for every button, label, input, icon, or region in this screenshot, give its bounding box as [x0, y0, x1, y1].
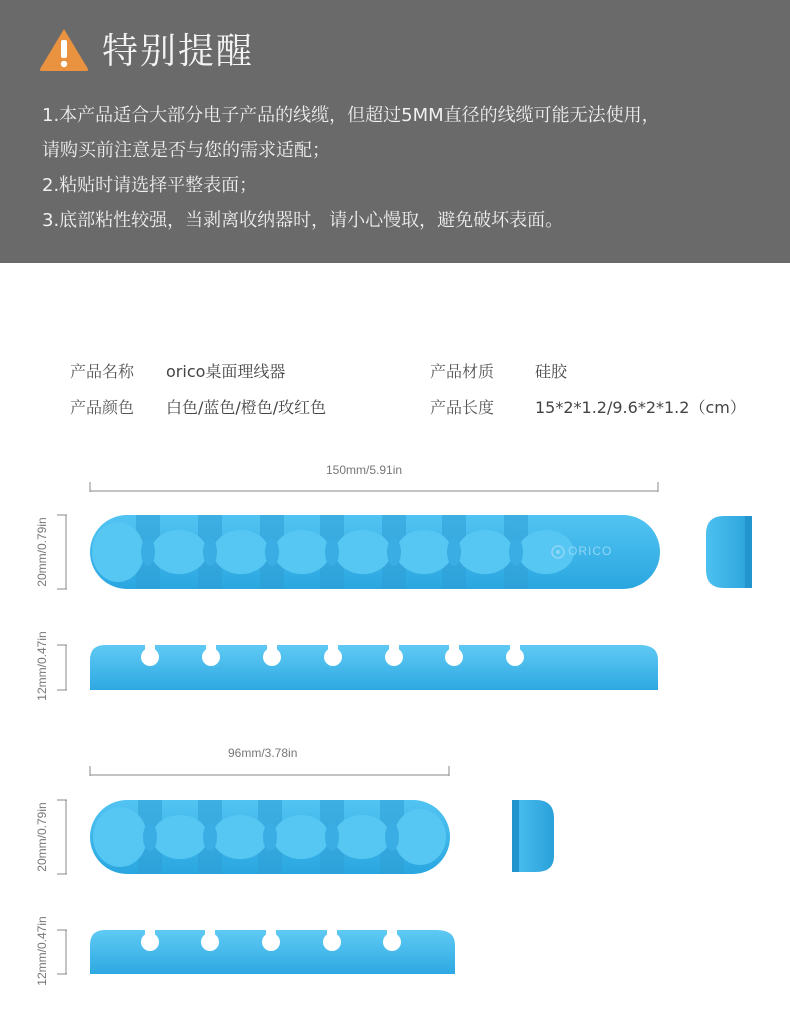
short-height-dimension — [57, 930, 67, 974]
short-length-label: 96mm/3.78in — [228, 746, 298, 760]
notice-line-2: 请购买前注意是否与您的需求适配； — [42, 140, 330, 161]
spec-color-label: 产品颜色 — [70, 398, 135, 417]
orico-logo-text: ORICO — [568, 544, 613, 558]
banner-title: 特别提醒 — [102, 31, 255, 72]
long-width-label: 20mm/0.79in — [35, 517, 49, 587]
spec-length-label: 产品长度 — [430, 398, 495, 417]
long-length-dimension — [90, 482, 658, 492]
short-width-dimension — [57, 800, 67, 874]
spec-material-label: 产品材质 — [430, 362, 495, 381]
spec-color-value: 白色/蓝色/橙色/玫红色 — [166, 398, 327, 417]
spec-length-value: 15*2*1.2/9.6*2*1.2（cm） — [535, 398, 746, 417]
short-organizer-end-view — [512, 800, 554, 872]
notice-line-3: 2.粘贴时请选择平整表面； — [42, 175, 258, 196]
long-height-dimension — [57, 645, 67, 690]
long-length-label: 150mm/5.91in — [326, 463, 403, 477]
spec-material-value: 硅胶 — [535, 362, 568, 381]
long-height-label: 12mm/0.47in — [35, 631, 49, 701]
spec-name-label: 产品名称 — [70, 362, 135, 381]
notice-line-1: 1.本产品适合大部分电子产品的线缆，但超过5MM直径的线缆可能无法使用， — [42, 105, 660, 126]
short-height-label: 12mm/0.47in — [35, 916, 49, 986]
short-length-dimension — [90, 766, 449, 776]
short-organizer-side-view — [90, 929, 455, 974]
long-organizer-end-view — [706, 516, 752, 588]
short-organizer-top-view — [90, 800, 450, 874]
short-width-label: 20mm/0.79in — [35, 802, 49, 872]
spec-name-value: orico桌面理线器 — [166, 362, 286, 381]
long-organizer-side-view — [90, 644, 658, 690]
notice-line-4: 3.底部粘性较强，当剥离收纳器时，请小心慢取，避免破坏表面。 — [42, 210, 564, 231]
long-width-dimension — [57, 515, 67, 589]
